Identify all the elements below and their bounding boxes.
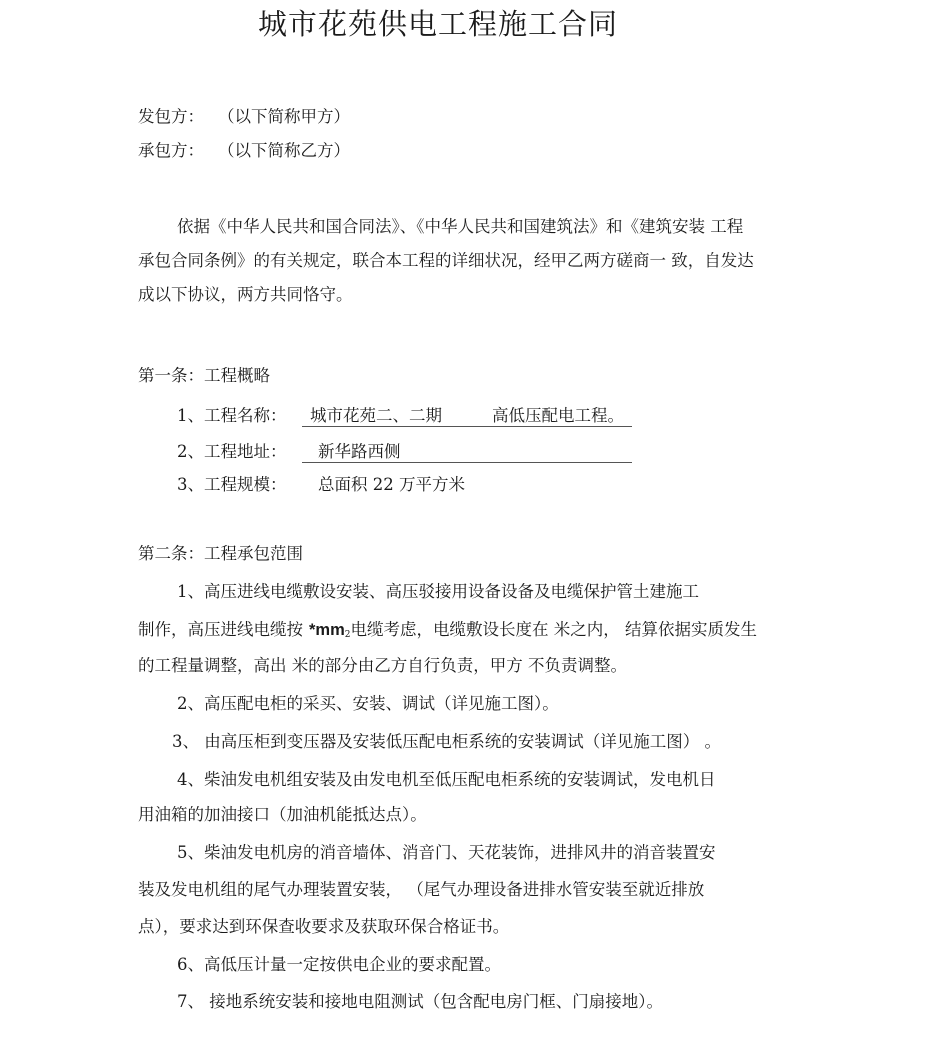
project-scale-value: 总面积 22 万平方米 (318, 475, 465, 494)
article2-item5-line-2: 装及发电机组的尾气办理装置安装， （尾气办理设备进排水管安装至就近排放 (138, 880, 705, 899)
article2-item1-line-2-a: 制作，高压进线电缆按 (138, 620, 303, 639)
article2-item1-line-3: 的工程量调整，高出 米的部分由乙方自行负责，甲方 不负责调整。 (138, 656, 627, 675)
project-name-value-suffix: 高低压配电工程。 (492, 406, 624, 425)
project-name-underline (302, 426, 632, 427)
article1-item-2-label: 2、工程地址： (177, 442, 287, 461)
project-address-value: 新华路西侧 (318, 442, 401, 461)
article1-item-1-label: 1、工程名称： (177, 406, 287, 425)
article2-item1-line-2 (138, 619, 757, 646)
party-a-label: 发包方： (138, 107, 204, 126)
article2-heading: 第二条：工程承包范围 (138, 544, 303, 563)
article2-item5-line-1: 5、柴油发电机房的消音墙体、消音门、天花装饰，进排风井的消音装置安 (177, 843, 716, 862)
cable-spec: *mm (309, 621, 345, 639)
article2-item5-line-3: 点），要求达到环保查收要求及获取环保合格证书。 (138, 917, 510, 936)
document-title: 城市花苑供电工程施工合同 (258, 7, 619, 41)
preamble-line-3: 成以下协议，两方共同恪守。 (138, 285, 353, 304)
party-a-line (138, 106, 350, 128)
article2-item1-line-2-b: 电缆考虑，电缆敷设长度在 米之内， 结算依据实质发生 (350, 620, 757, 639)
party-b-label: 承包方： (138, 141, 204, 160)
preamble-line-2: 承包合同条例》的有关规定，联合本工程的详细状况，经甲乙两方磋商一 致，自发达 (138, 251, 754, 270)
article2-item4-line-2: 用油箱的加油接口（加油机能抵达点）。 (138, 805, 427, 824)
party-b-note: （以下简称乙方） (218, 141, 350, 160)
article2-item3: 3、 由高压柜到变压器及安装低压配电柜系统的安装调试（详见施工图） 。 (172, 732, 721, 751)
project-address-underline (302, 462, 632, 463)
article2-item6: 6、高低压计量一定按供电企业的要求配置。 (177, 955, 501, 974)
article2-item1-line-1: 1、高压进线电缆敷设安装、高压驳接用设备设备及电缆保护管土建施工 (177, 582, 699, 601)
party-b-line (138, 140, 350, 162)
article2-item2: 2、高压配电柜的采买、安装、调试（详见施工图）。 (177, 694, 559, 713)
article1-item-3-label: 3、工程规模： (177, 475, 287, 494)
project-name-value: 城市花苑二、二期 (310, 406, 442, 425)
article2-item7: 7、 接地系统安装和接地电阻测试（包含配电房门框、门扇接地）。 (177, 992, 663, 1011)
article2-item4-line-1: 4、柴油发电机组安装及由发电机至低压配电柜系统的安装调试，发电机日 (177, 770, 716, 789)
cable-spec-superscript: 2 (344, 630, 351, 640)
party-a-note: （以下简称甲方） (218, 107, 350, 126)
article1-heading: 第一条：工程概略 (138, 366, 270, 385)
preamble-line-1: 依据《中华人民共和国合同法》、《中华人民共和国建筑法》和《建筑安装 工程 (177, 217, 744, 236)
